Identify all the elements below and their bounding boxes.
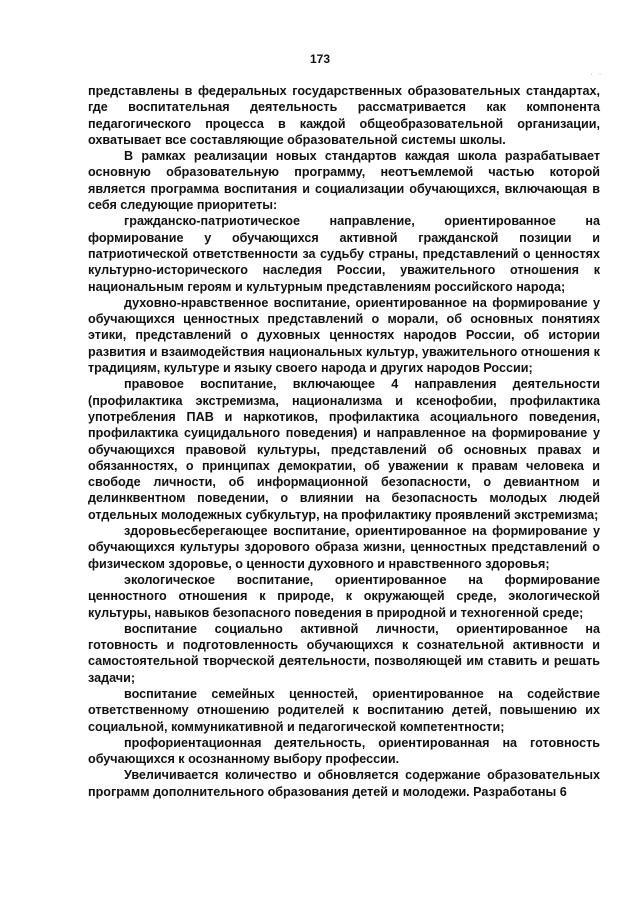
body-text xyxy=(88,83,600,800)
list-item: воспитание семейных ценностей, ориентированное на содействие ответственному отношению родителей к воспитанию детей, повышению их социальной, коммуникативной и педагогической компетентности; xyxy=(88,686,600,734)
scan-mark: · · xyxy=(590,70,602,80)
paragraph: В рамках реализации новых стандартов каждая школа разрабатывает основную образовательную программу, неотъемлемой частью которой является программа воспитания и социализации обучающихся, включающая в себя следующие приоритеты: xyxy=(88,149,600,213)
list-item: духовно-нравственное воспитание, ориентированное на формирование у обучающихся ценностных представлений о морали, об основных понятиях этики, представлений о духовных ценностях народов России, об истории развития и взаимодействия национальных культур, уважительного отношения к традициям, культуре и языку своего народа и других народов России; xyxy=(88,295,600,376)
list-item: гражданско-патриотическое направление, ориентированное на формирование у обучающихся активной гражданской позиции и патриотической ответственности за судьбу страны, представлений о ценностях культурно-исторического наследия России, уважительного отношения к национальным героям и культурным представлениям российского народа; xyxy=(88,214,600,294)
paragraph: Увеличивается количество и обновляется содержание образовательных программ дополнительного образования детей и молодежи. Разработаны 6 xyxy=(88,768,600,799)
list-item: воспитание социально активной личности, ориентированное на готовность и подготовленность обучающихся к сознательной активности и самостоятельной творческой деятельности, позволяющей им ставить и решать задачи; xyxy=(88,621,600,685)
list-item: правовое воспитание, включающее 4 направления деятельности (профилактика экстремизма, национализма и ксенофобии, профилактика употребления ПАВ и наркотиков, профилактика асоциального поведения, профилактика суицидального поведения) и направленное на формирование у обучающихся правовой культуры, представлений об основных правах и обязанностях, о принципах демократии, об уважении к правам человека и свободе личности, об информационной безопасности, о девиантном и делинквентном поведении, о влиянии на безопасность молодых людей отдельных молодежных субкультур, на профилактику проявлений экстремизма; xyxy=(88,377,600,522)
page-number: 173 xyxy=(309,52,331,66)
list-item: экологическое воспитание, ориентированное на формирование ценностного отношения к природе, к окружающей среде, экологической культуры, навыков безопасного поведения в природной и техногенной среде; xyxy=(88,572,600,620)
list-item: профориентационная деятельность, ориентированная на готовность обучающихся к осознанному выбору профессии. xyxy=(88,735,600,767)
list-item: здоровьесберегающее воспитание, ориентированное на формирование у обучающихся культуры здорового образа жизни, ценностных представлений о физическом здоровье, о ценности духовного и нравственного здоровья; xyxy=(88,524,600,571)
paragraph: представлены в федеральных государственных образовательных стандартах, где воспитательная деятельность рассматривается как компонента педагогического процесса в каждой общеобразовательной организации, охватывает все составляющие образовательной системы школы. xyxy=(88,84,600,147)
